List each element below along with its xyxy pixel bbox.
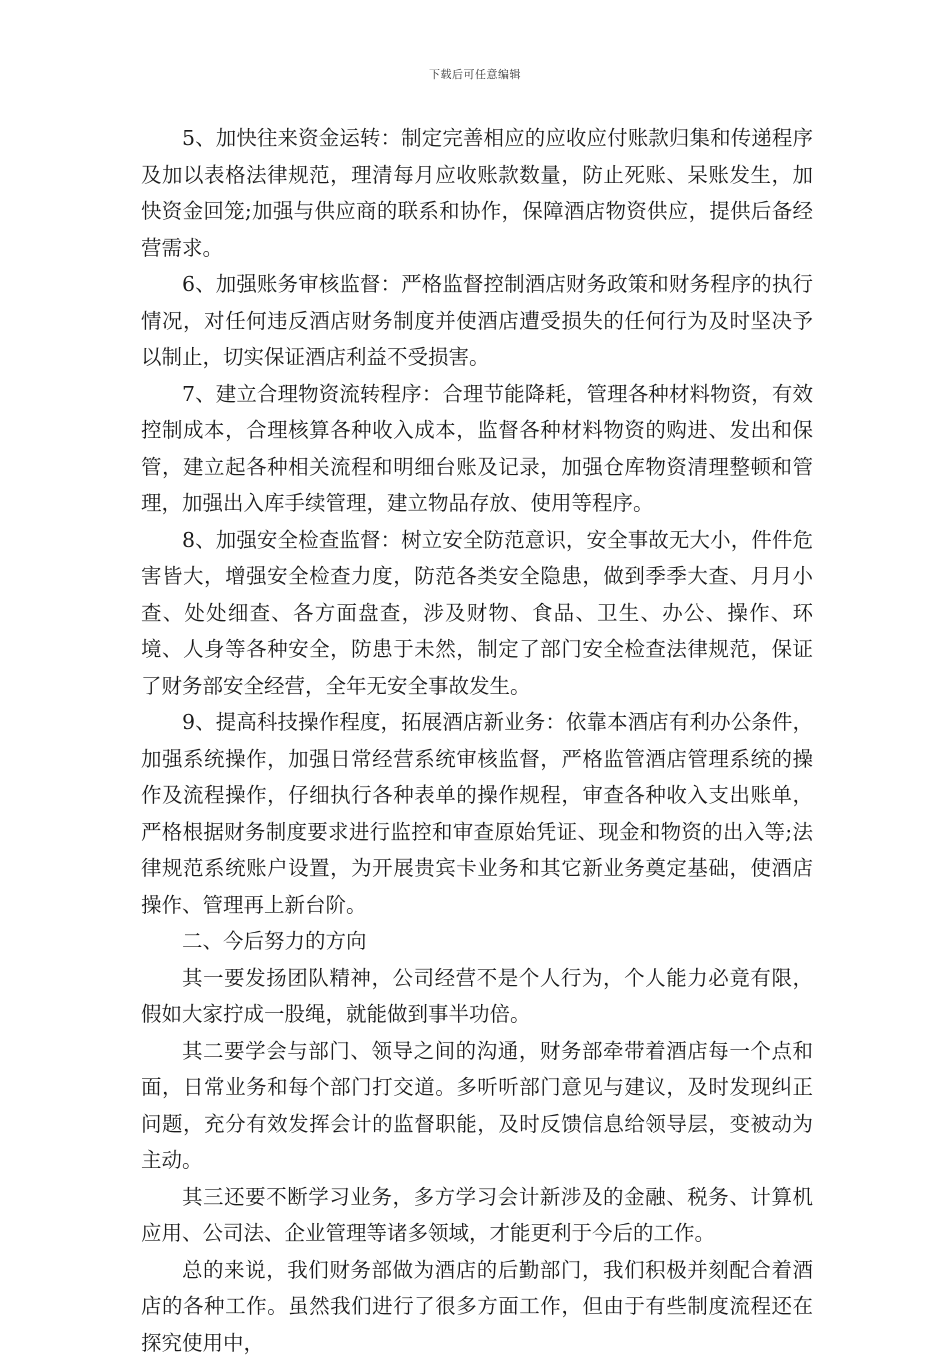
section-heading-future-direction: 二、今后努力的方向 [141,923,813,960]
paragraph-summary: 总的来说，我们财务部做为酒店的后勤部门，我们积极并刻配合着酒店的各种工作。虽然我们进行了很多方面工作，但由于有些制度流程还在探究使用中， [141,1252,813,1361]
paragraph-item-7: 7、建立合理物资流转程序：合理节能降耗，管理各种材料物资，有效控制成本，合理核算各种收入成本，监督各种材料物资的购进、发出和保管，建立起各种相关流程和明细台账及记录，加强仓库物资清理整顿和管理，加强出入库手续管理，建立物品存放、使用等程序。 [141,376,813,522]
paragraph-item-5: 5、加快往来资金运转：制定完善相应的应收应付账款归集和传递程序及加以表格法律规范，理清每月应收账款数量，防止死账、呆账发生，加快资金回笼;加强与供应商的联系和协作，保障酒店物资供应，提供后备经营需求。 [141,120,813,266]
paragraph-item-6: 6、加强账务审核监督：严格监督控制酒店财务政策和财务程序的执行情况，对任何违反酒店财务制度并使酒店遭受损失的任何行为及时坚决予以制止，切实保证酒店利益不受损害。 [141,266,813,376]
paragraph-item-8: 8、加强安全检查监督：树立安全防范意识，安全事故无大小，件件危害皆大，增强安全检查力度，防范各类安全隐患，做到季季大查、月月小查、处处细查、各方面盘查，涉及财物、食品、卫生、办公、操作、环境、人身等各种安全，防患于未然，制定了部门安全检查法律规范，保证了财务部安全经营，全年无安全事故发生。 [141,522,813,705]
paragraph-direction-three: 其三还要不断学习业务，多方学习会计新涉及的金融、税务、计算机应用、公司法、企业管理等诸多领域，才能更利于今后的工作。 [141,1179,813,1252]
paragraph-item-9: 9、提高科技操作程度，拓展酒店新业务：依靠本酒店有利办公条件，加强系统操作，加强日常经营系统审核监督，严格监管酒店管理系统的操作及流程操作，仔细执行各种表单的操作规程，审查各种收入支出账单，严格根据财务制度要求进行监控和审查原始凭证、现金和物资的出入等;法律规范系统账户设置，为开展贵宾卡业务和其它新业务奠定基础，使酒店操作、管理再上新台阶。 [141,704,813,923]
page-header: 下载后可任意编辑 [0,66,950,82]
document-body [141,120,813,1361]
paragraph-direction-two: 其二要学会与部门、领导之间的沟通，财务部牵带着酒店每一个点和面，日常业务和每个部门打交道。多听听部门意见与建议，及时发现纠正问题，充分有效发挥会计的监督职能，及时反馈信息给领导层，变被动为主动。 [141,1033,813,1179]
paragraph-direction-one: 其一要发扬团队精神，公司经营不是个人行为，个人能力必竟有限，假如大家拧成一股绳，就能做到事半功倍。 [141,960,813,1033]
